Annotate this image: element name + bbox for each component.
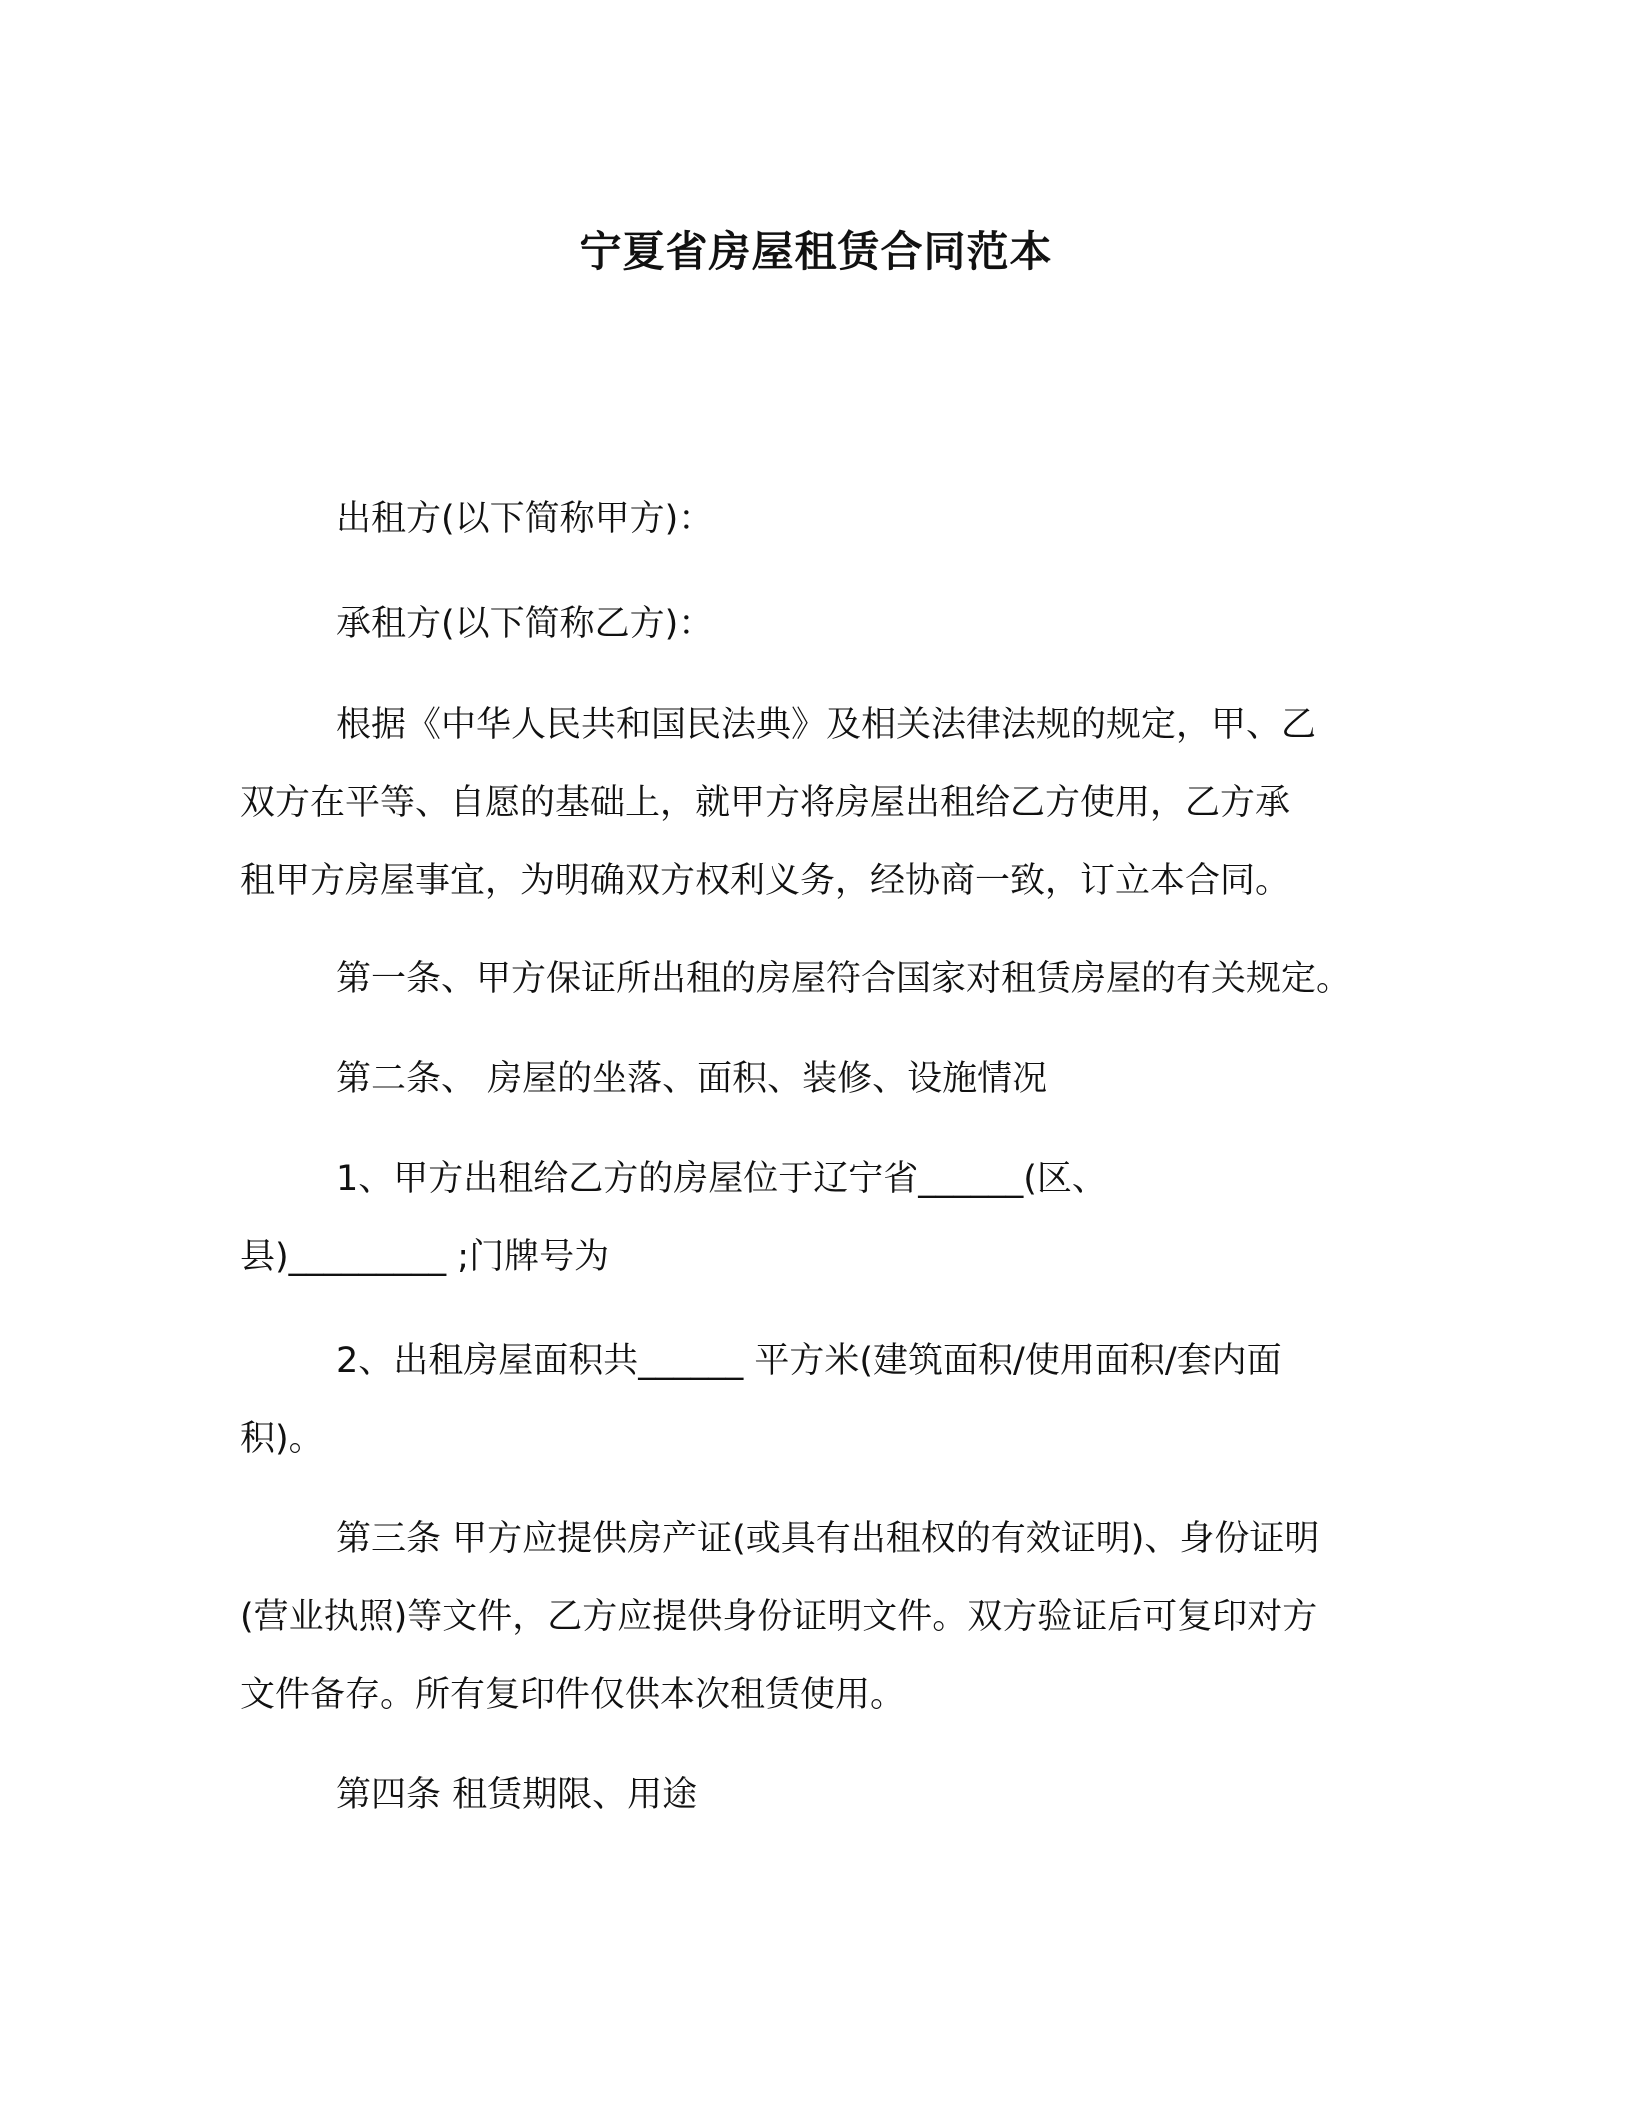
lessee-label: 承租方(以下简称乙方)：	[336, 604, 714, 644]
item-1-line: 1、甲方出租给乙方的房屋位于辽宁省______(区、	[336, 1159, 1107, 1199]
preamble-line: 双方在平等、自愿的基础上，就甲方将房屋出租给乙方使用，乙方承	[240, 783, 1291, 823]
article-3-line: 文件备存。所有复印件仅供本次租赁使用。	[240, 1675, 906, 1715]
item-2-paragraph	[240, 1322, 1282, 1478]
article-4-heading	[240, 1756, 697, 1834]
lessor-line	[240, 480, 713, 558]
lessee-line	[240, 585, 713, 663]
item-1-paragraph	[240, 1140, 1107, 1296]
article-3-line: (营业执照)等文件，乙方应提供身份证明文件。双方验证后可复印对方	[240, 1597, 1318, 1637]
article-2-heading-text: 第二条、 房屋的坐落、面积、装修、设施情况	[336, 1059, 1048, 1099]
preamble-line: 租甲方房屋事宜，为明确双方权利义务，经协商一致，订立本合同。	[240, 861, 1291, 901]
item-2-line: 积)。	[240, 1419, 324, 1459]
article-4-heading-text: 第四条 租赁期限、用途	[336, 1775, 698, 1815]
preamble-line: 根据《中华人民共和国民法典》及相关法律法规的规定，甲、乙	[336, 705, 1317, 745]
article-1-text: 第一条、甲方保证所出租的房屋符合国家对租赁房屋的有关规定。	[336, 959, 1352, 999]
preamble-paragraph	[240, 686, 1316, 920]
article-1	[240, 940, 1351, 1018]
article-3-line: 第三条 甲方应提供房产证(或具有出租权的有效证明)、身份证明	[336, 1519, 1320, 1559]
lessor-label: 出租方(以下简称甲方)：	[336, 499, 714, 539]
document-title: 宁夏省房屋租赁合同范本	[579, 227, 1053, 276]
article-3-paragraph	[240, 1500, 1319, 1734]
article-2-heading	[240, 1040, 1047, 1118]
item-2-line: 2、出租房屋面积共______ 平方米(建筑面积/使用面积/套内面	[336, 1341, 1282, 1381]
item-1-line: 县)_________ ;门牌号为	[240, 1237, 610, 1277]
